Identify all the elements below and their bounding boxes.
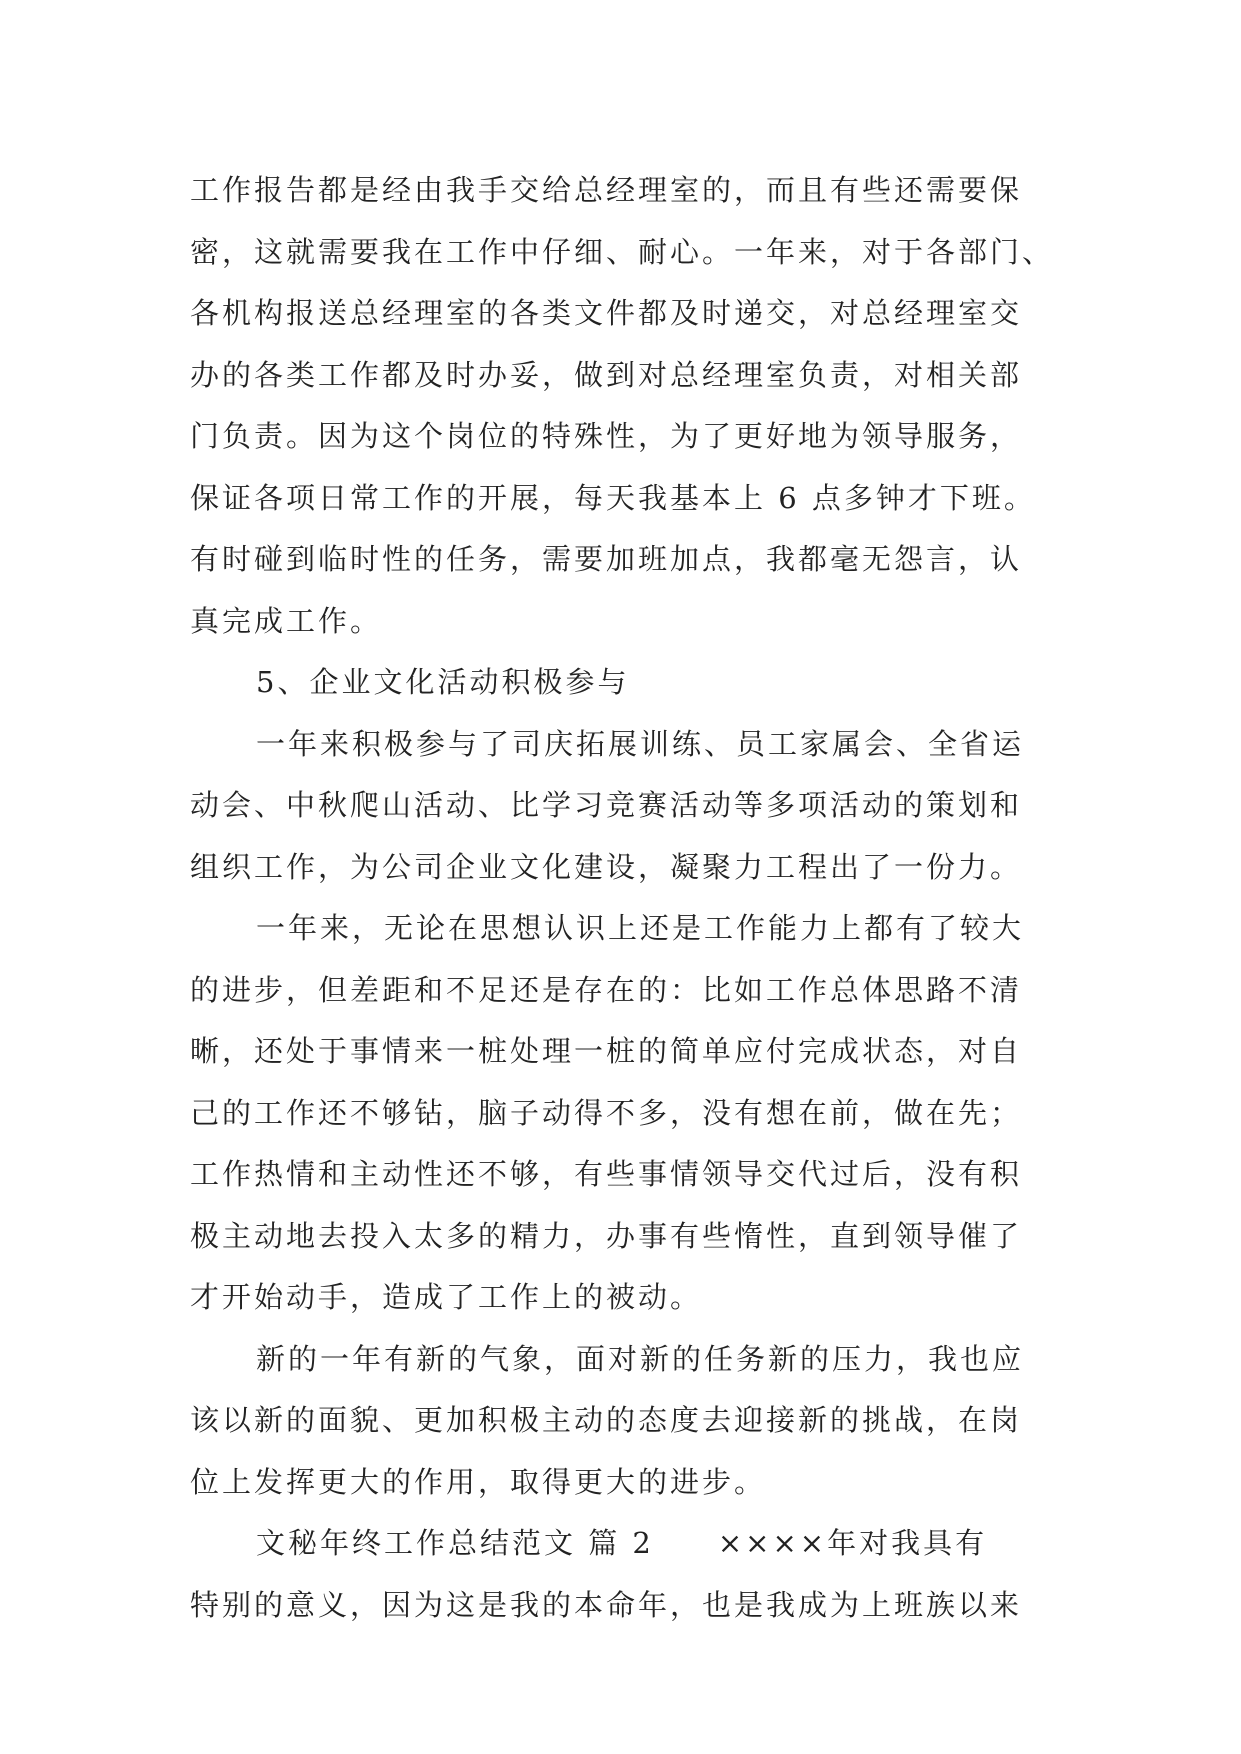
text-line: 文秘年终工作总结范文 篇 2 ××××年对我具有 — [256, 1526, 988, 1560]
text-line: 门负责。因为这个岗位的特殊性，为了更好地为领导服务， — [190, 419, 1023, 453]
text-line: 有时碰到临时性的任务，需要加班加点，我都毫无怨言，认 — [190, 542, 1023, 576]
text-line: 特别的意义，因为这是我的本命年，也是我成为上班族以来 — [190, 1587, 1023, 1622]
text-line: 一年来，无论在思想认识上还是工作能力上都有了较大 — [256, 911, 1025, 945]
text-line: 才开始动手，造成了工作上的被动。 — [190, 1280, 703, 1314]
text-line: 位上发挥更大的作用，取得更大的进步。 — [190, 1464, 767, 1499]
text-line: 一年来积极参与了司庆拓展训练、员工家属会、全省运 — [256, 726, 1025, 761]
text-line: 工作报告都是经由我手交给总经理室的，而且有些还需要保 — [190, 173, 1023, 207]
text-line: 真完成工作。 — [190, 603, 383, 638]
text-line: 工作热情和主动性还不够，有些事情领导交代过后，没有积 — [190, 1157, 1023, 1191]
document-body — [190, 160, 1070, 1636]
text-line: 组织工作，为公司企业文化建设，凝聚力工程出了一份力。 — [190, 849, 1023, 884]
text-line: 己的工作还不够钻，脑子动得不多，没有想在前，做在先； — [190, 1095, 1023, 1130]
text-line: 保证各项日常工作的开展，每天我基本上 6 点多钟才下班。 — [190, 480, 1036, 515]
text-line: 的进步，但差距和不足还是存在的：比如工作总体思路不清 — [190, 972, 1023, 1007]
text-line: 办的各类工作都及时办妥，做到对总经理室负责，对相关部 — [190, 357, 1023, 392]
text-line: 密，这就需要我在工作中仔细、耐心。一年来，对于各部门、 — [190, 234, 1055, 269]
text-line: 新的一年有新的气象，面对新的任务新的压力，我也应 — [256, 1341, 1025, 1376]
text-line: 晰，还处于事情来一桩处理一桩的简单应付完成状态，对自 — [190, 1034, 1023, 1068]
text-line: 极主动地去投入太多的精力，办事有些惰性，直到领导催了 — [190, 1218, 1023, 1253]
text-line: 5、企业文化活动积极参与 — [256, 665, 630, 699]
text-line: 动会、中秋爬山活动、比学习竞赛活动等多项活动的策划和 — [190, 788, 1023, 822]
text-line: 各机构报送总经理室的各类文件都及时递交，对总经理室交 — [190, 296, 1023, 330]
text-line: 该以新的面貌、更加积极主动的态度去迎接新的挑战，在岗 — [190, 1403, 1023, 1437]
